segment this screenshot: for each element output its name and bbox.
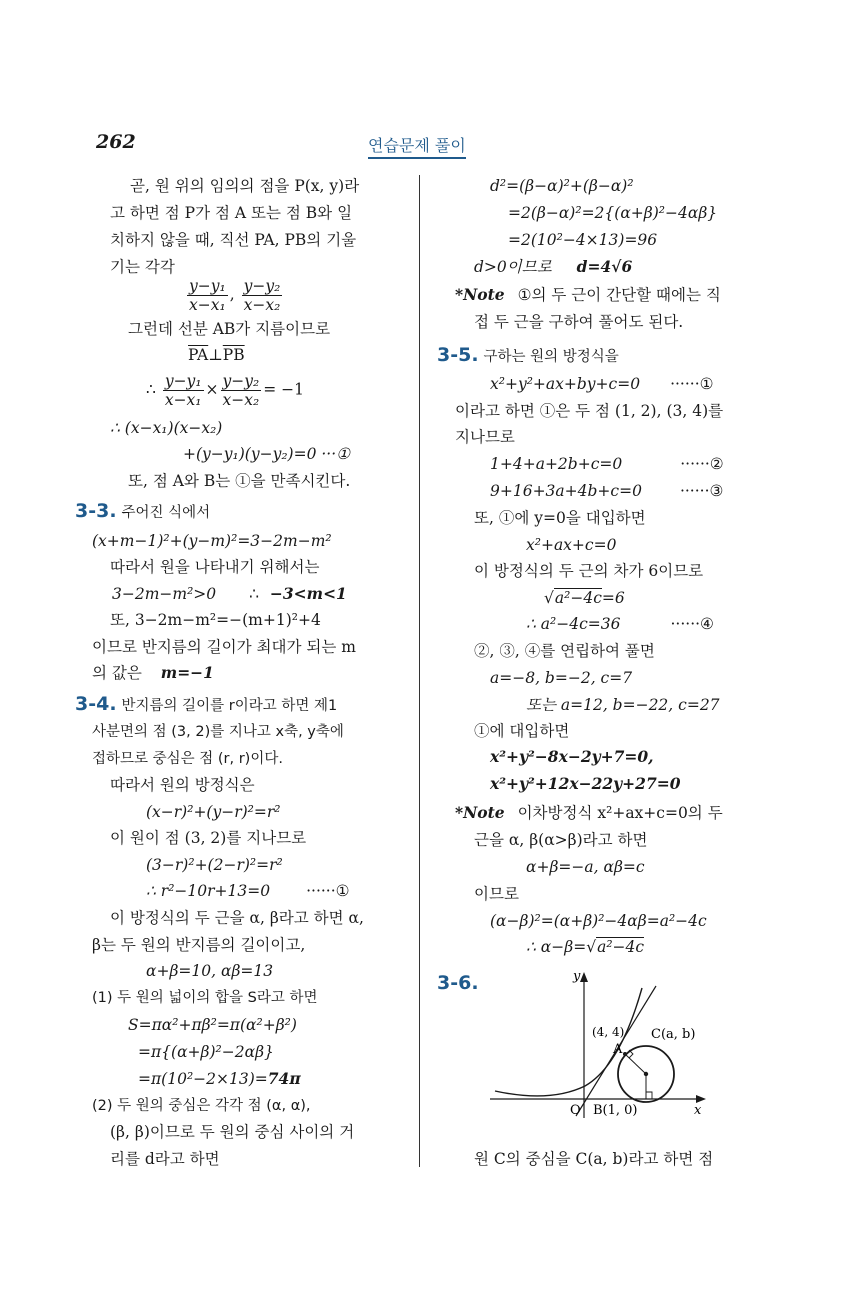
note: *Note 이차방정식 x²+ax+c=0의 두 bbox=[455, 803, 723, 822]
text-line: 접 두 근을 구하여 풀어도 된다. bbox=[474, 313, 684, 331]
answer: −3<m<1 bbox=[269, 584, 347, 603]
equation: (x−r)²+(y−r)²=r² bbox=[146, 803, 281, 821]
equation: (x+m−1)²+(y−m)²=3−2m−m² bbox=[92, 532, 332, 550]
text-line: 접하므로 중심은 점 (r, r)이다. bbox=[92, 751, 283, 767]
page-number: 262 bbox=[96, 131, 136, 153]
problem-number: 3-5. bbox=[437, 344, 479, 366]
x-axis-label: x bbox=[694, 1103, 702, 1118]
text-line: 원 C의 중심을 C(a, b)라고 하면 점 bbox=[474, 1150, 714, 1168]
y-axis-arrow bbox=[580, 972, 588, 982]
answer-line: 의 값은 m=−1 bbox=[92, 663, 214, 682]
circle-tangent-figure bbox=[480, 968, 720, 1128]
answer: x²+y²+12x−22y+27=0 bbox=[490, 774, 681, 793]
fraction: $\frac{\text{y−y₁}}{\text{x−x₁}}$ bbox=[189, 277, 226, 314]
column-divider bbox=[419, 175, 420, 1167]
point-b-label: B(1, 0) bbox=[593, 1103, 638, 1118]
note: *Note ①의 두 근이 간단할 때에는 직 bbox=[455, 285, 721, 304]
problem-3-3: 3-3. 주어진 식에서 bbox=[75, 500, 211, 522]
text-line: ②, ③, ④를 연립하여 풀면 bbox=[474, 642, 655, 660]
right-angle-mark bbox=[646, 1092, 652, 1099]
equation: =π{(α+β)²−2αβ} bbox=[138, 1043, 274, 1061]
problem-3-6 bbox=[437, 973, 479, 994]
point-4-4-label: (4, 4) bbox=[592, 1025, 625, 1039]
equation: =π(10²−2×13)=74π bbox=[138, 1069, 301, 1088]
equation: α+β=−a, αβ=c bbox=[526, 858, 645, 876]
text-line: 리를 d라고 하면 bbox=[110, 1150, 220, 1168]
text-line: (1) 두 원의 넓이의 합을 S라고 하면 bbox=[92, 990, 318, 1006]
center-label: C(a, b) bbox=[651, 1027, 696, 1042]
text-line: 이 원이 점 (3, 2)를 지나므로 bbox=[110, 829, 307, 847]
equation: √a²−4c=6 bbox=[544, 589, 625, 607]
chapter-title: 연습문제 풀이 bbox=[368, 133, 466, 159]
answer: x²+y²−8x−2y+7=0, bbox=[490, 747, 654, 766]
center-point bbox=[644, 1072, 648, 1076]
text-line: 곧, 원 위의 임의의 점을 P(x, y)라 bbox=[130, 177, 360, 195]
problem-3-4: 3-4. 반지름의 길이를 r이라고 하면 제1 bbox=[75, 693, 338, 715]
text-line: 이라고 하면 ①은 두 점 (1, 2), (3, 4)를 bbox=[455, 402, 724, 420]
slope-fractions: $\frac{\text{y−y₁}}{\text{x−x₁}}$ , $\frac{\text{y−y₂}}{\text{x−x₂}}$ bbox=[189, 277, 281, 314]
problem-number: 3-6. bbox=[437, 972, 479, 994]
problem-3-5: 3-5. 구하는 원의 방정식을 bbox=[437, 344, 619, 366]
radius-to-a bbox=[625, 1054, 646, 1074]
perpendicular-statement: $\overline{PA}\perp\overline{PB}$ bbox=[188, 346, 245, 364]
text-line: (2) 두 원의 중심은 각각 점 (α, α), bbox=[92, 1098, 311, 1114]
equation: =2(10²−4×13)=96 bbox=[508, 231, 658, 249]
text-line: 이 방정식의 두 근의 차가 6이므로 bbox=[474, 562, 704, 580]
text-line: 또, 점 A와 B는 ①을 만족시킨다. bbox=[128, 472, 351, 490]
equation: ∴ r²−10r+13=0 ······① bbox=[146, 882, 350, 900]
note-label: *Note bbox=[455, 803, 505, 822]
text-line: 그런데 선분 AB가 지름이므로 bbox=[128, 320, 331, 338]
text-line: 고 하면 점 P가 점 A 또는 점 B와 일 bbox=[110, 204, 353, 222]
text-line: β는 두 원의 반지름의 길이이고, bbox=[92, 936, 306, 954]
text-line: 또, ①에 y=0을 대입하면 bbox=[474, 509, 646, 527]
point-a-label: A bbox=[613, 1042, 623, 1057]
text-line: (β, β)이므로 두 원의 중심 사이의 거 bbox=[110, 1123, 355, 1141]
fraction: $\frac{\text{y−y₂}}{\text{x−x₂}}$ bbox=[222, 372, 260, 409]
equation: 또는 a=12, b=−22, c=27 bbox=[526, 696, 720, 714]
text-line: 또, 3−2m−m²=−(m+1)²+4 bbox=[110, 611, 321, 629]
equation: ∴ (x−x₁)(x−x₂) bbox=[110, 419, 223, 437]
origin-label: O bbox=[570, 1103, 581, 1118]
equation: 9+16+3a+4b+c=0 ······③ bbox=[490, 482, 724, 500]
equation: (3−r)²+(2−r)²=r² bbox=[146, 856, 283, 874]
point-a bbox=[623, 1052, 627, 1056]
text-line: 기는 각각 bbox=[110, 258, 175, 276]
text-line: 이 방정식의 두 근을 α, β라고 하면 α, bbox=[110, 909, 364, 927]
text-line: ①에 대입하면 bbox=[474, 722, 570, 740]
text-line: 이므로 bbox=[474, 885, 519, 903]
text-line: 따라서 원의 방정식은 bbox=[110, 776, 255, 794]
equation: x²+ax+c=0 bbox=[526, 536, 617, 554]
equation: x²+y²+ax+by+c=0 ······① bbox=[490, 375, 714, 393]
note-label: *Note bbox=[455, 285, 505, 304]
equation: S=πα²+πβ²=π(α²+β²) bbox=[128, 1016, 297, 1034]
text-line: 지나므로 bbox=[455, 428, 515, 446]
answer: 74π bbox=[267, 1069, 301, 1088]
answer: d=4√6 bbox=[576, 257, 633, 276]
text-line: 치하지 않을 때, 직선 PA, PB의 기울 bbox=[110, 231, 357, 249]
equation: +(y−y₁)(y−y₂)=0 ···① bbox=[183, 445, 351, 463]
equation: α+β=10, αβ=13 bbox=[146, 962, 274, 980]
equation: d>0이므로 d=4√6 bbox=[474, 257, 633, 276]
equation: =2(β−α)²=2{(α+β)²−4αβ} bbox=[508, 204, 718, 222]
inequality-line: 3−2m−m²>0 ∴ −3<m<1 bbox=[112, 584, 347, 603]
equation: 1+4+a+2b+c=0 ······② bbox=[490, 455, 724, 473]
equation: (α−β)²=(α+β)²−4αβ=a²−4c bbox=[490, 912, 707, 930]
equation: a=−8, b=−2, c=7 bbox=[490, 669, 633, 687]
fraction: $\frac{\text{y−y₁}}{\text{x−x₁}}$ bbox=[164, 372, 202, 409]
problem-number: 3-3. bbox=[75, 500, 117, 522]
problem-number: 3-4. bbox=[75, 693, 117, 715]
equation: ∴ a²−4c=36 ······④ bbox=[526, 615, 714, 633]
text-line: 이므로 반지름의 길이가 최대가 되는 m bbox=[92, 638, 356, 656]
text-line: 사분면의 점 (3, 2)를 지나고 x축, y축에 bbox=[92, 724, 344, 740]
answer: m=−1 bbox=[160, 663, 214, 682]
slope-product: ∴ $\frac{\text{y−y₁}}{\text{x−x₁}}$ × $\frac{\text{y−y₂}}{\text{x−x₂}}$ = −1 bbox=[146, 372, 305, 409]
text-line: 근을 α, β(α>β)라고 하면 bbox=[474, 831, 648, 849]
fraction: $\frac{\text{y−y₂}}{\text{x−x₂}}$ bbox=[243, 277, 281, 314]
equation: d²=(β−α)²+(β−α)² bbox=[490, 177, 634, 195]
y-axis-label: y bbox=[573, 969, 581, 984]
x-axis-arrow bbox=[696, 1095, 706, 1103]
equation: ∴ α−β=√a²−4c bbox=[526, 938, 645, 956]
text-line: 따라서 원을 나타내기 위해서는 bbox=[110, 558, 320, 576]
